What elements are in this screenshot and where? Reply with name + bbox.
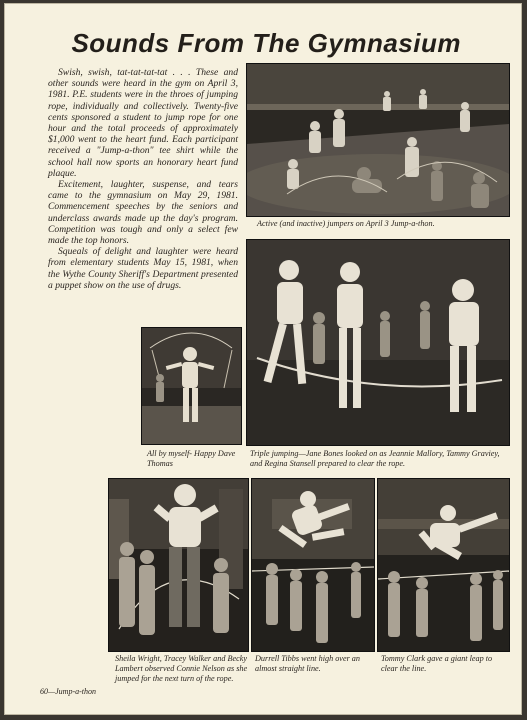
photo-gym-jumpers [246,63,510,217]
photo-caption: Tommy Clark gave a giant leap to clear the line. [381,654,493,673]
photo-tommy-clark [377,478,510,652]
page-title: Sounds From The Gymnasium [71,28,461,58]
article-paragraph: Squeals of delight and laughter were heard from elementary students May 15, 1981, when the Wythe County Sheriff's Department presented a puppet show on the use of drugs. [48,246,238,291]
photo-caption: Sheila Wright, Tracey Walker and Becky Lambert observed Connie Nelson as she jumped for the next turn of the rope. [115,654,248,683]
photo-caption: Active (and inactive) jumpers on April 3 Jump-a-thon. [257,219,435,228]
page-footer: 60—Jump-a-thon [40,687,96,696]
photo-connie-nelson [108,478,249,652]
photo-caption: All by myself- Happy Dave Thomas [147,449,236,468]
photo-caption: Triple jumping—Jane Bones looked on as Jeannie Mallory, Tammy Graviey, and Regina Stansell prepared to clear the rope. [250,449,500,468]
photo-dave-thomas [141,327,242,445]
article-paragraph: Swish, swish, tat-tat-tat-tat . . . These and other sounds were heard in the gym on April 3, 1981. P.E. students were in the throes of jumping rope, individually and collectively. Twenty-five cents sponsored a student to jump rope for one hour and the total proceeds of approximately $1,000 went to the heart fund. Each participant received a "Jump-a-thon" tee shirt while the school hall now sports an honorary heart fund plaque. [48,67,238,179]
article-body [48,67,238,291]
yearbook-page [4,3,522,715]
photo-triple-jumping [246,239,510,446]
photo-durrell-tibbs [251,478,375,652]
photo-caption: Durrell Tibbs went high over an almost straight line. [255,654,360,673]
article-paragraph: Excitement, laughter, suspense, and tears came to the gymnasium on May 29, 1981. Commencement speeches by the seniors and underclass awards made up the day's program. Competition was tough and only a select few made the top honors. [48,179,238,247]
